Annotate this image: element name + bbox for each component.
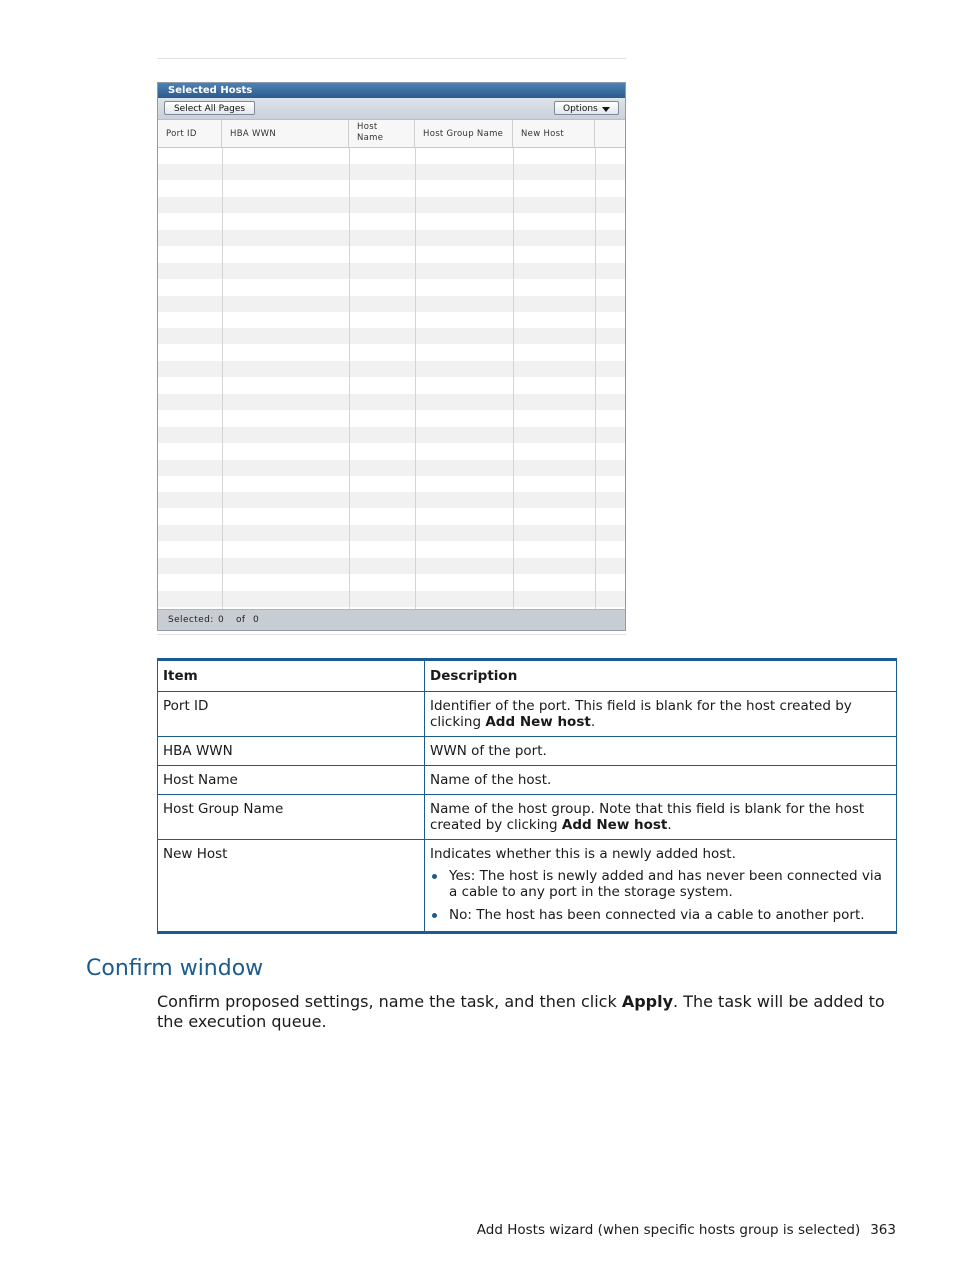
grid-empty-row — [158, 591, 625, 607]
grid-empty-row — [158, 296, 625, 312]
grid-empty-row — [158, 230, 625, 246]
table-header-row — [158, 660, 897, 692]
grid-column-separator — [222, 148, 223, 610]
selection-status-bar — [158, 609, 625, 630]
row-item: New Host — [158, 840, 425, 933]
header-item: Item — [158, 660, 425, 692]
row-item: Port ID — [158, 692, 425, 737]
options-button[interactable] — [554, 101, 619, 115]
table-row — [158, 840, 897, 933]
of-label: of — [236, 615, 246, 625]
grid-column-separator — [349, 148, 350, 610]
bullet-list — [430, 868, 891, 923]
selected-hosts-panel — [157, 82, 626, 631]
column-header-hba-wwn[interactable]: HBA WWN — [222, 120, 349, 147]
page-number: 363 — [870, 1222, 896, 1238]
table-row — [158, 737, 897, 766]
column-header-port-id[interactable]: Port ID — [158, 120, 222, 147]
grid-column-separator — [595, 148, 596, 610]
caret-down-icon — [602, 107, 610, 112]
row-description: Indicates whether this is a newly added host. Yes: The host is newly added and has never been connected via a cable to any port in the storage system. No: The host has been connected via a cable to another port. — [425, 840, 897, 933]
header-description: Description — [425, 660, 897, 692]
grid-column-separator — [513, 148, 514, 610]
table-row — [158, 766, 897, 795]
grid-empty-row — [158, 263, 625, 279]
list-item: No: The host has been connected via a cable to another port. — [430, 907, 891, 923]
panel-bottom-rule — [157, 634, 626, 635]
table-row — [158, 795, 897, 840]
grid-empty-row — [158, 427, 625, 443]
section-body: Confirm proposed settings, name the task, and then click Apply. The task will be added to the execution queue. — [157, 992, 885, 1031]
row-description: Identifier of the port. This field is blank for the host created by clicking Add New host. — [425, 692, 897, 737]
column-header-new-host[interactable]: New Host — [513, 120, 595, 147]
row-description: Name of the host group. Note that this field is blank for the host created by clicking Add New host. — [425, 795, 897, 840]
item-description-table — [157, 658, 897, 934]
grid-empty-row — [158, 558, 625, 574]
panel-title: Selected Hosts — [158, 83, 625, 98]
total-count: 0 — [253, 615, 260, 625]
table-row — [158, 692, 897, 737]
row-description: Name of the host. — [425, 766, 897, 795]
column-header-filler — [595, 120, 625, 147]
column-header-host-group-name[interactable]: Host Group Name — [415, 120, 513, 147]
select-all-pages-button[interactable]: Select All Pages — [164, 101, 255, 115]
footer-title: Add Hosts wizard (when specific hosts group is selected) — [476, 1222, 861, 1238]
selected-label: Selected: — [168, 615, 214, 625]
list-item: Yes: The host is newly added and has never been connected via a cable to any port in the storage system. — [430, 868, 891, 900]
grid-empty-row — [158, 328, 625, 344]
grid-empty-row — [158, 394, 625, 410]
grid-empty-row — [158, 197, 625, 213]
row-item: HBA WWN — [158, 737, 425, 766]
top-rule — [157, 58, 626, 59]
section-heading: Confirm window — [86, 956, 264, 981]
row-item: Host Group Name — [158, 795, 425, 840]
column-header-host-name[interactable]: Host Name — [349, 120, 415, 147]
row-description: WWN of the port. — [425, 737, 897, 766]
grid-empty-row — [158, 361, 625, 377]
selected-count: 0 — [218, 615, 225, 625]
grid-empty-row — [158, 460, 625, 476]
grid-header — [158, 120, 625, 148]
grid-empty-row — [158, 525, 625, 541]
page-footer — [477, 1222, 896, 1238]
options-label: Options — [563, 104, 598, 114]
grid-body — [158, 148, 625, 610]
grid-empty-row — [158, 164, 625, 180]
row-item: Host Name — [158, 766, 425, 795]
grid-empty-row — [158, 492, 625, 508]
grid-column-separator — [415, 148, 416, 610]
panel-toolbar — [158, 98, 625, 120]
